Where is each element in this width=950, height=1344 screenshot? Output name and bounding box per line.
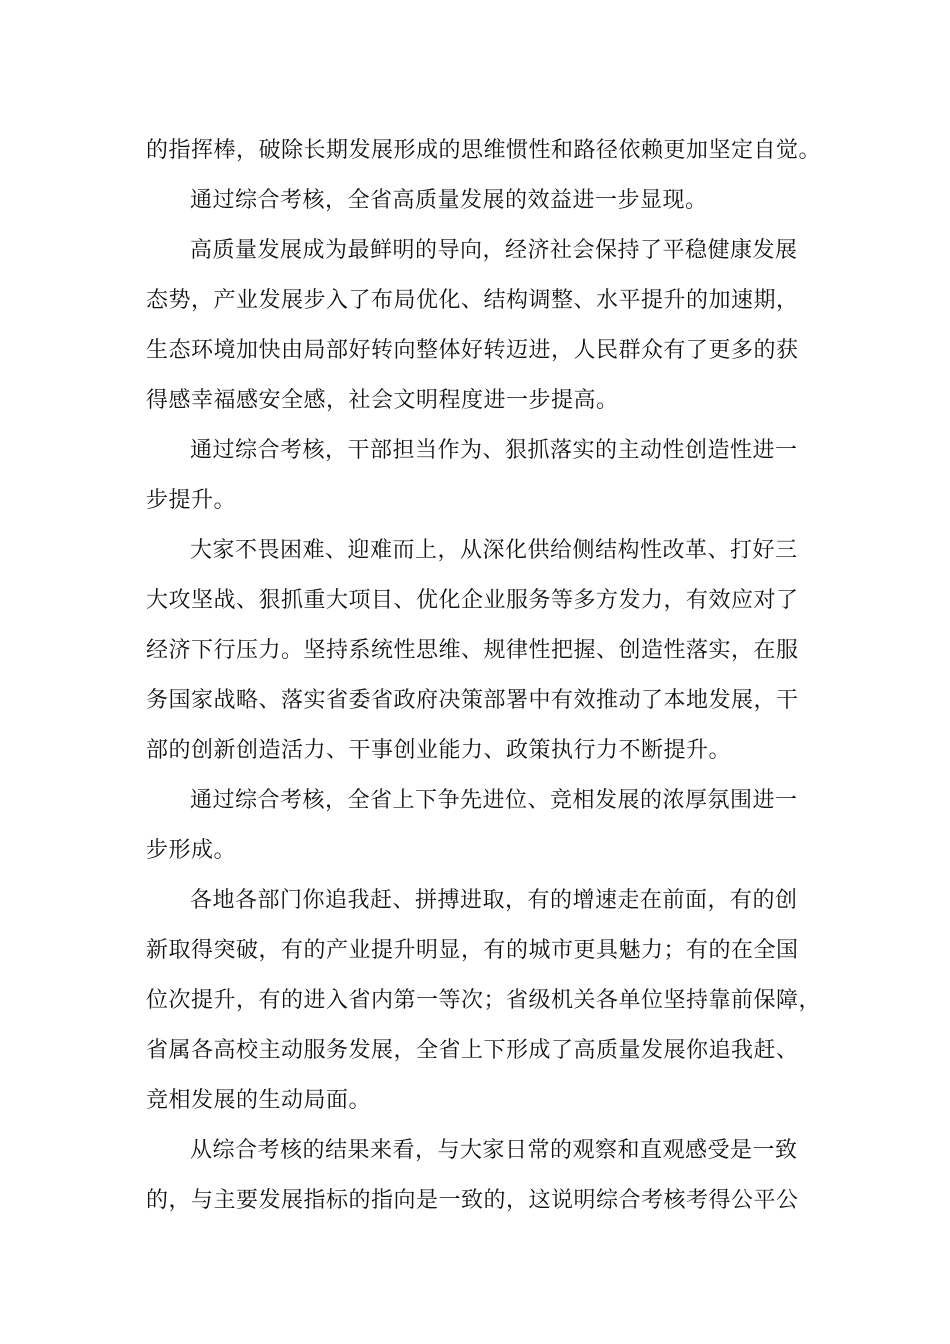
text-line: 从综合考核的结果来看，与大家日常的观察和直观感受是一致: [190, 1138, 798, 1163]
text-line: 省属各高校主动服务发展，全省上下形成了高质量发展你追我赶、: [146, 1038, 799, 1063]
text-line: 步提升。: [146, 488, 237, 513]
text-line: 位次提升，有的进入省内第一等次；省级机关各单位坚持靠前保障，: [146, 988, 822, 1013]
text-line: 高质量发展成为最鲜明的导向，经济社会保持了平稳健康发展: [190, 238, 798, 263]
text-line: 的，与主要发展指标的指向是一致的，这说明综合考核考得公平公: [146, 1188, 799, 1213]
text-line: 得感幸福感安全感，社会文明程度进一步提高。: [146, 388, 619, 413]
text-line: 新取得突破，有的产业提升明显，有的城市更具魅力；有的在全国: [146, 938, 799, 963]
text-line: 竞相发展的生动局面。: [146, 1088, 372, 1113]
text-line: 的指挥棒，破除长期发展形成的思维惯性和路径依赖更加坚定自觉。: [146, 138, 822, 163]
text-line: 通过综合考核，干部担当作为、狠抓落实的主动性创造性进一: [190, 438, 798, 463]
text-line: 部的创新创造活力、干事创业能力、政策执行力不断提升。: [146, 738, 732, 763]
text-line: 大家不畏困难、迎难而上，从深化供给侧结构性改革、打好三: [190, 538, 798, 563]
text-line: 大攻坚战、狠抓重大项目、优化企业服务等多方发力，有效应对了: [146, 588, 799, 613]
text-line: 经济下行压力。坚持系统性思维、规律性把握、创造性落实，在服: [146, 638, 799, 663]
text-line: 步形成。: [146, 838, 237, 863]
text-line: 通过综合考核，全省高质量发展的效益进一步显现。: [190, 188, 708, 213]
text-line: 各地各部门你追我赶、拼搏进取，有的增速走在前面，有的创: [190, 888, 798, 913]
text-line: 态势，产业发展步入了布局优化、结构调整、水平提升的加速期，: [146, 288, 799, 313]
text-line: 务国家战略、落实省委省政府决策部署中有效推动了本地发展，干: [146, 688, 799, 713]
text-line: 生态环境加快由局部好转向整体好转迈进，人民群众有了更多的获: [146, 338, 799, 363]
text-line: 通过综合考核，全省上下争先进位、竞相发展的浓厚氛围进一: [190, 788, 798, 813]
